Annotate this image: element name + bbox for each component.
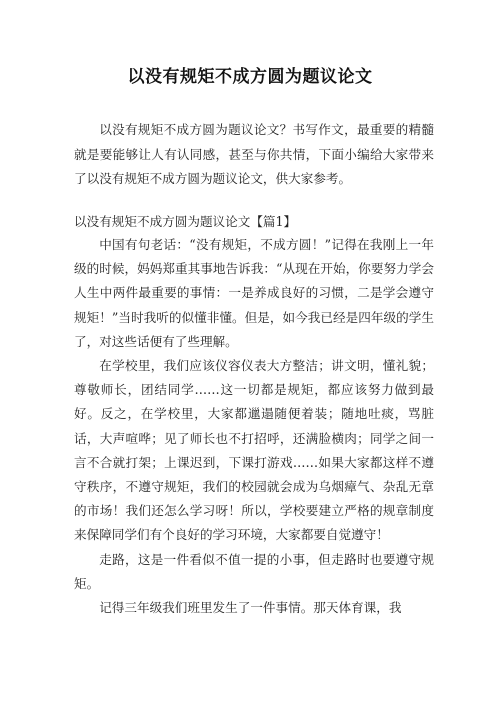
intro-paragraph (74, 118, 434, 192)
paragraph: 在学校里，我们应该仪容仪表大方整洁；讲文明，懂礼貌；尊敬师长，团结同学……这一切都是规矩，都应该努力做到最好。反之，在学校里，大家都邋遢随便着装；随地吐痰，骂脏话，大声喧哗；见了师长也不打招呼，还满脸横肉；同学之间一言不合就打架；上课迟到，下课打游戏……如果大家都这样不遵守秩序，不遵守规矩，我们的校园就会成为乌烟瘴气、杂乱无章的市场！我们还怎么学习呀！所以，学校要建立严格的规章制度来保障同学们有个良好的学习环境，大家都要自觉遵守！ (74, 358, 434, 543)
document-title: 以没有规矩不成方圆为题议论文 (127, 67, 373, 87)
paragraph: 走路，这是一件看似不值一提的小事，但走路时也要遵守规矩。 (74, 551, 434, 591)
paragraph: 中国有句老话：“没有规矩，不成方圆！”记得在我刚上一年级的时候，妈妈郑重其事地告诉我：“从现在开始，你要努力学会人生中两件最重要的事情：一是养成良好的习惯，二是学会遵守规矩！”当时我听的似懂非懂。但是，如今我已经是四年级的学生了，对这些话便有了些理解。 (74, 237, 434, 349)
section-heading: 以没有规矩不成方圆为题议论文【篇1】 (74, 214, 297, 229)
intro-text: 以没有规矩不成方圆为题议论文？书写作文，最重要的精髓就是要能够让人有认同感，甚至与你共情，下面小编给大家带来了以没有规矩不成方圆为题议论文，供大家参考。 (74, 122, 434, 186)
body-text (74, 233, 434, 620)
paragraph: 记得三年级我们班里发生了一件事情。那天体育课，我 (99, 600, 402, 616)
